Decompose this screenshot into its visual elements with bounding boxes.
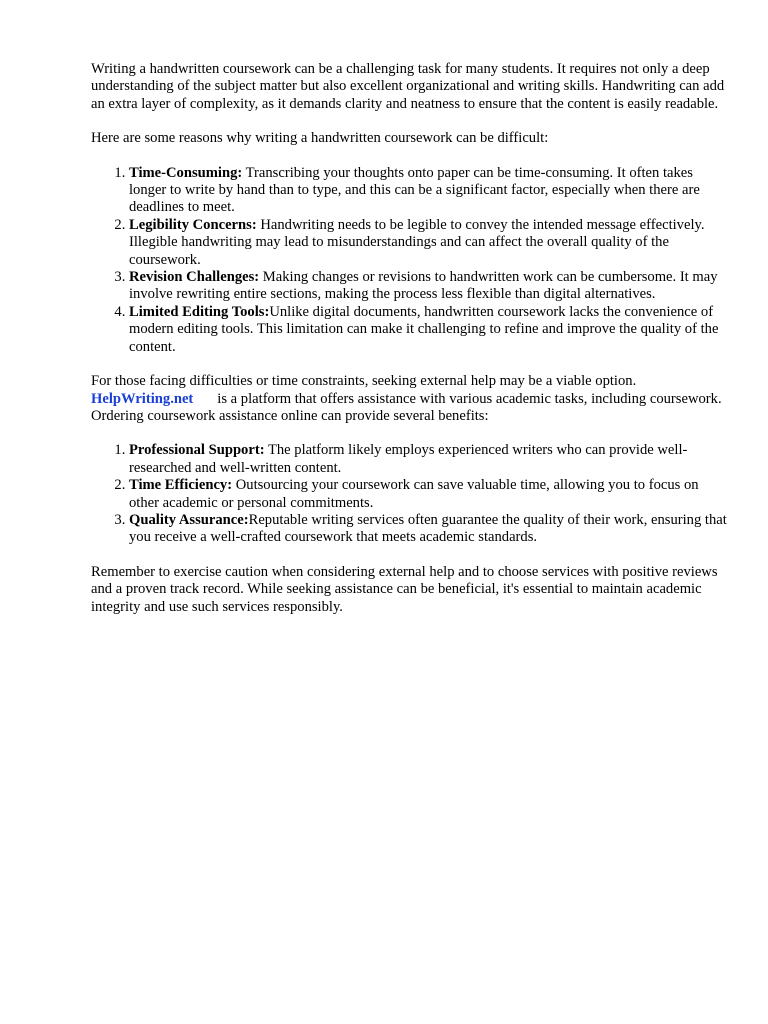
list-item — [129, 477, 731, 512]
list-item-text: Handwriting needs to be legible to convey the intended message effectively. Illegible handwriting may lead to misunderstandings and can affect the overall quality of the coursework. — [129, 216, 705, 268]
list-item-text: Outsourcing your coursework can save valuable time, allowing you to focus on other academic or personal commitments. — [129, 477, 699, 511]
list-item — [129, 269, 731, 304]
list-item-term: Time-Consuming: — [129, 164, 243, 181]
list-item — [129, 217, 731, 269]
intro-paragraph: Writing a handwritten coursework can be a challenging task for many students. It requires not only a deep understanding of the subject matter but also excellent organizational and writing skills. Handwriting can add an extra layer of complexity, as it demands clarity and neatness to ensure that the content is easily readable. — [91, 61, 725, 112]
list-item-text: Reputable writing services often guarantee the quality of their work, ensuring that you receive a well-crafted coursework that meets academic standards. — [129, 511, 727, 546]
list-item — [129, 304, 731, 356]
list-item — [129, 512, 731, 547]
reasons-lead: Here are some reasons why writing a handwritten coursework can be difficult: — [91, 130, 549, 147]
list-item — [129, 165, 731, 217]
help-paragraph — [91, 373, 731, 425]
list-item-text: Making changes or revisions to handwritten work can be cumbersome. It may involve rewriting entire sections, making the process less flexible than digital alternatives. — [129, 269, 718, 303]
list-item-term: Limited Editing Tools: — [129, 303, 270, 320]
document-page — [91, 61, 731, 633]
benefits-list — [91, 442, 731, 546]
reasons-list — [91, 165, 731, 356]
list-item-text: Unlike digital documents, handwritten coursework lacks the convenience of modern editing tools. This limitation can make it challenging to refine and improve the quality of the content. — [129, 303, 719, 355]
list-item-term: Professional Support: — [129, 442, 265, 459]
list-item — [129, 442, 731, 477]
list-item-term: Revision Challenges: — [129, 269, 260, 286]
list-item-text: The platform likely employs experienced writers who can provide well-researched and well-written content. — [129, 442, 688, 476]
closing-paragraph: Remember to exercise caution when considering external help and to choose services with positive reviews and a proven track record. While seeking assistance can be beneficial, it's essential to maintain academic integrity and use such services responsibly. — [91, 563, 718, 615]
helpwriting-link[interactable]: HelpWriting.net — [91, 390, 194, 407]
list-item-term: Legibility Concerns: — [129, 216, 257, 233]
list-item-text: Transcribing your thoughts onto paper can be time-consuming. It often takes longer to write by hand than to type, and this can be a significant factor, especially when there are deadlines to meet. — [129, 164, 700, 216]
list-item-term: Time Efficiency: — [129, 477, 233, 494]
help-intro-text: For those facing difficulties or time constraints, seeking external help may be a viable option. — [91, 373, 637, 390]
list-item-term: Quality Assurance: — [129, 511, 249, 528]
help-after-link-text: is a platform that offers assistance with various academic tasks, including coursework. Ordering coursework assistance online can provide several benefits: — [91, 390, 722, 424]
